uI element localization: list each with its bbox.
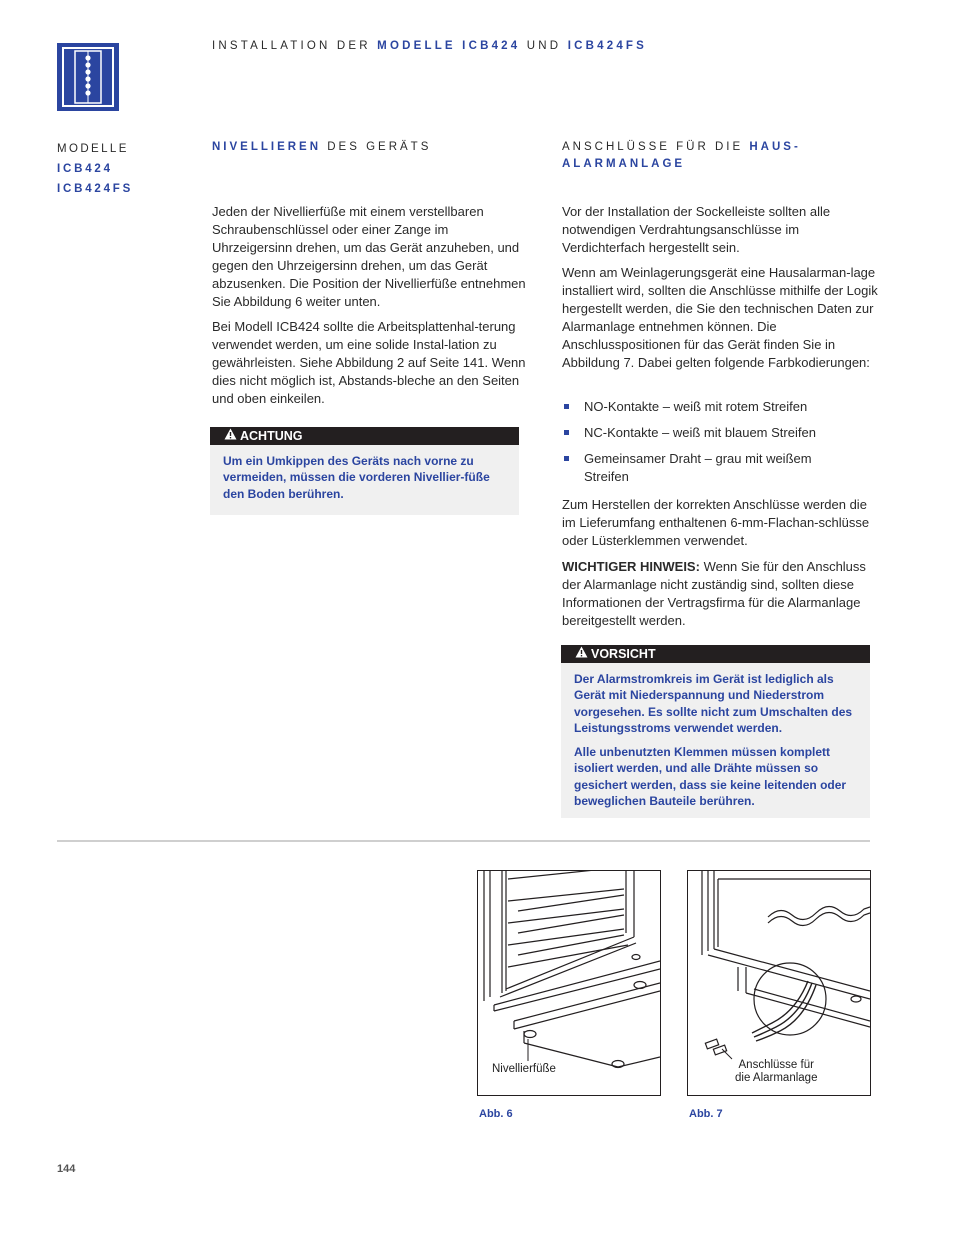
warning-text: Um ein Umkippen des Geräts nach vorne zu vermeiden, müssen die vorderen Nivellier-füße den Boden berühren. [223,454,490,501]
sidebar-label: MODELLE [57,143,129,155]
warning-text-1: Der Alarmstromkreis im Gerät ist lediglich als Gerät mit Niederspannung und Niederstrom vorgesehen. Es sollte nicht zum Umschalten des Leistungsstroms verwendet werden. [574,672,853,735]
warning-bar [561,645,870,663]
warning-body [210,445,519,514]
header-prefix: INSTALLATION DER [212,40,371,52]
wine-cabinet-logo-icon [57,43,119,111]
color-code-list [562,398,882,494]
alarm-paragraph-1: Vor der Installation der Sockelleiste sollten alle notwendigen Verdrahtungsanschlüsse im Verdichterfach hergestellt sein. [562,204,831,255]
bullet-square-icon [564,430,569,435]
list-item [562,398,882,416]
section-title-bold-2: ALARMANLAGE [562,158,686,170]
section-title-bold-1: HAUS- [749,141,801,153]
important-note [562,558,880,630]
list-item [562,424,882,442]
alarm-paragraph-2: Wenn am Weinlagerungsgerät eine Hausalarman-lage installiert wird, sollten die Anschlüsse mithilfe der Logik hergestellt werden, die Sie den technischen Daten zur Alarmanlage entnehmen können. Die Anschlusspositionen für das Gerät finden Sie in Abbildung 7. Dabei gelten folgende Farbkodierungen: [562,265,878,370]
note-text: Wenn Sie für den Anschluss der Alarmanlage nicht zuständig sind, sollten diese Informationen der Vertragsfirma für die Alarmanlage bereitgestellt werden. [562,559,866,628]
page-header [212,40,647,52]
figure-6-caption: Abb. 6 [479,1108,513,1120]
warning-triangle-icon [575,645,588,663]
section-divider [57,840,870,842]
bullet-square-icon [564,456,569,461]
figure-7-label-line-2: die Alarmanlage [735,1072,818,1084]
leveling-paragraph-2: Bei Modell ICB424 sollte die Arbeitsplattenhal-terung verwendet werden, um eine solide Instal-lation zu gewährleisten. Siehe Abbildung 2 auf Seite 141. Wenn dies nicht möglich ist, Abstands-bleche an den Seiten und oben einkeilen. [212,319,526,406]
header-mid: UND [526,40,562,52]
warning-text-2: Alle unbenutzten Klemmen müssen komplett isoliert werden, und alle Drähte müssen so gesichert werden, dass sie keine leitenden oder beweglichen Bauteile berühren. [574,745,847,809]
figure-7-label [735,1059,817,1085]
alarm-paragraph-3: Zum Herstellen der korrekten Anschlüsse werden die im Lieferumfang enthaltenen 6-mm-Flachan-schlüsse oder Lüsterklemmen verwendet. [562,497,870,548]
note-label: WICHTIGER HINWEIS: [562,559,700,574]
list-item-text: Gemeinsamer Draht – grau mit weißem Streifen [584,451,812,484]
section-title-rest: ANSCHLÜSSE FÜR DIE [562,141,744,153]
list-item-text: NC-Kontakte – weiß mit blauem Streifen [584,425,816,440]
page-number: 144 [57,1163,76,1175]
header-models: MODELLE ICB424 [377,40,521,52]
list-item [562,450,844,486]
sidebar-model-1: ICB424 [57,163,113,175]
leveling-paragraph-1: Jeden der Nivellierfüße mit einem verstellbaren Schraubenschlüssel oder einer Zange im Uhrzeigersinn drehen, um das Gerät anzuheben, und gegen den Uhrzeigersinn drehen, um das Gerät abzusenken. Die Position der Nivellierfüße entnehmen Sie Abbildung 6 weiter unten. [212,204,526,309]
model-sidebar [57,139,133,199]
warning-label: ACHTUNG [240,429,303,443]
warning-label: VORSICHT [591,647,656,661]
section-title-leveling [212,139,431,156]
warning-body [561,663,870,821]
warning-triangle-icon [224,427,237,445]
section-title-alarm [562,139,801,173]
warning-bar [210,427,519,445]
warning-box-vorsicht [561,645,870,818]
sidebar-model-2: ICB424FS [57,183,134,195]
figure-7-caption: Abb. 7 [689,1108,723,1120]
figure-6-label: Nivellierfüße [492,1063,556,1075]
header-model2: ICB424FS [567,40,648,52]
section-title-rest: DES GERÄTS [327,141,432,153]
list-item-text: NO-Kontakte – weiß mit rotem Streifen [584,399,808,414]
bullet-square-icon [564,404,569,409]
figure-7-label-line-1: Anschlüsse für [738,1059,814,1071]
section-title-bold: NIVELLIEREN [212,141,322,153]
warning-box-achtung [210,427,519,515]
